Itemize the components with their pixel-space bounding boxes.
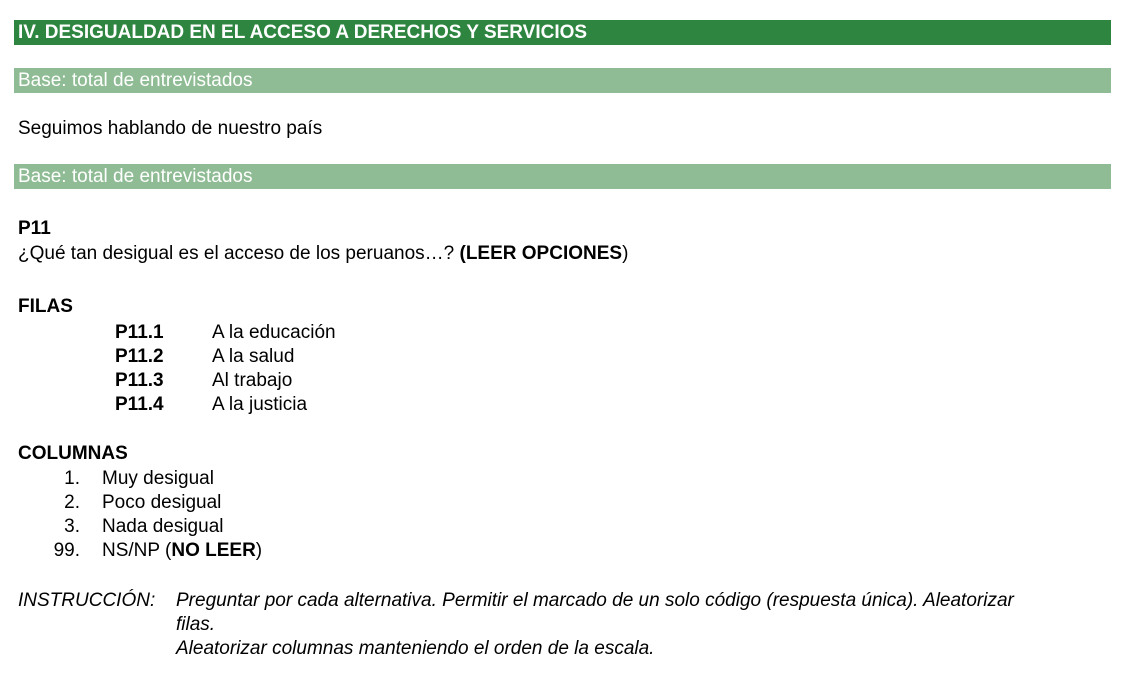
intro-text: Seguimos hablando de nuestro país (18, 118, 323, 139)
column-number: 1. (64, 468, 80, 489)
question-body: ¿Qué tan desigual es el acceso de los peruanos…? (18, 243, 460, 264)
instruction-line-3: Aleatorizar columnas manteniendo el orden de la escala. (176, 638, 655, 659)
column-label-tail: ) (255, 540, 263, 561)
question-code: P11 (18, 218, 51, 239)
row-label: Al trabajo (212, 370, 293, 391)
rows-heading: FILAS (18, 296, 73, 317)
base-bar-1: Base: total de entrevistados (14, 68, 1111, 93)
columns-heading: COLUMNAS (18, 443, 128, 464)
instruction-line-2: filas. (176, 614, 216, 635)
section-header: IV. DESIGUALDAD EN EL ACCESO A DERECHOS Y SERVICIOS (14, 20, 1111, 45)
question-close-paren: ) (622, 243, 629, 264)
instruction-line-1: Preguntar por cada alternativa. Permitir el marcado de un solo código (respuesta única). Aleatorizar (176, 590, 1014, 611)
column-label: Nada desigual (102, 516, 224, 537)
base-bar-2: Base: total de entrevistados (14, 164, 1111, 189)
row-label: A la salud (212, 346, 295, 367)
row-label: A la educación (212, 322, 336, 343)
question-open-paren: ( (459, 243, 466, 264)
row-code: P11.1 (115, 322, 164, 343)
question-instruction: LEER OPCIONES (465, 243, 623, 264)
column-label (102, 539, 262, 563)
row-code: P11.3 (115, 370, 164, 391)
column-number: 3. (64, 516, 80, 537)
row-code: P11.4 (115, 394, 164, 415)
column-label: Poco desigual (102, 492, 222, 513)
question-text (18, 242, 628, 266)
row-label: A la justicia (212, 394, 308, 415)
row-code: P11.2 (115, 346, 164, 367)
column-number: 2. (64, 492, 80, 513)
column-label-bold: NO LEER (171, 540, 256, 561)
column-label: Muy desigual (102, 468, 214, 489)
instruction-label: INSTRUCCIÓN: (18, 590, 156, 611)
column-number: 99. (53, 540, 80, 561)
column-label-text: NS/NP ( (102, 540, 172, 561)
